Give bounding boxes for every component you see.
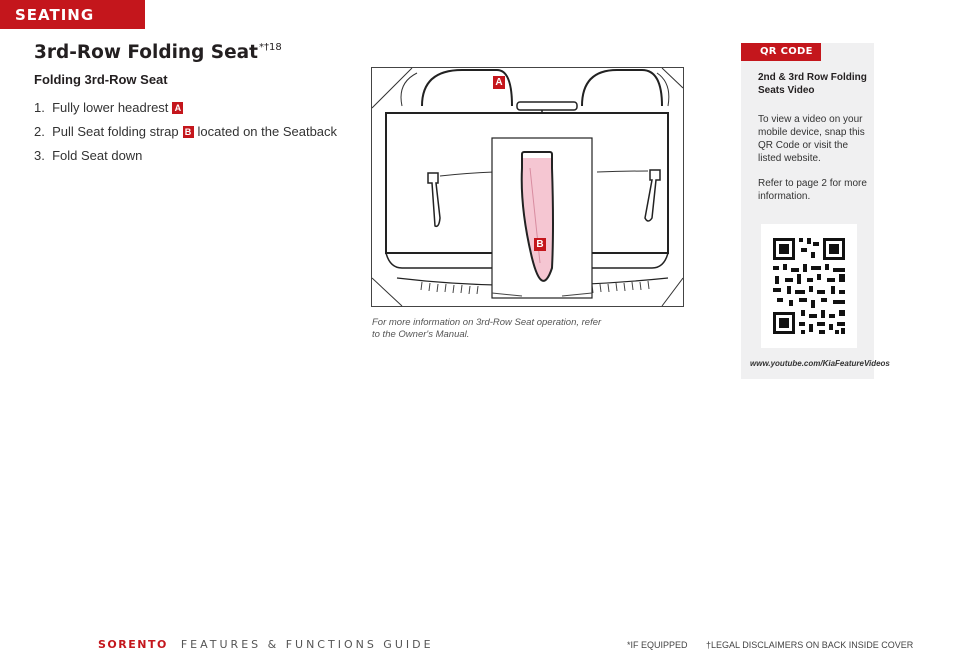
callout-badge: B bbox=[183, 126, 194, 138]
footer-if-equipped: *IF EQUIPPED bbox=[627, 640, 688, 650]
step-number: 1. bbox=[34, 100, 45, 115]
page-title-text: 3rd-Row Folding Seat bbox=[34, 42, 258, 63]
qr-code-tag: QR CODE bbox=[741, 43, 821, 61]
footer-brand bbox=[98, 638, 434, 651]
qr-code-image[interactable] bbox=[761, 224, 857, 348]
footer-guide-name: FEATURES & FUNCTIONS GUIDE bbox=[180, 638, 434, 651]
qr-page-reference: Refer to page 2 for more information. bbox=[758, 178, 867, 202]
step-text: Fold Seat down bbox=[52, 148, 143, 163]
page-title bbox=[34, 42, 282, 63]
section-subtitle: Folding 3rd-Row Seat bbox=[34, 72, 168, 87]
qr-url-link[interactable]: www.youtube.com/KiaFeatureVideos bbox=[750, 359, 890, 368]
callout-badge: A bbox=[172, 102, 183, 114]
section-tab: SEATING bbox=[0, 0, 145, 29]
qr-code-panel bbox=[741, 43, 890, 379]
step-number: 3. bbox=[34, 148, 45, 163]
seat-drawing bbox=[372, 68, 683, 306]
step-text: Fully lower headrest bbox=[52, 100, 169, 115]
qr-instructions: To view a video on your mobile device, snap this QR Code or visit the listed website. bbox=[758, 114, 865, 164]
step-list bbox=[34, 96, 337, 168]
step-item bbox=[34, 144, 337, 168]
footer-brand-name: SORENTO bbox=[98, 638, 168, 651]
footer-legal-note: †LEGAL DISCLAIMERS ON BACK INSIDE COVER bbox=[706, 640, 914, 650]
step-item bbox=[34, 96, 337, 120]
step-text: Pull Seat folding strap bbox=[52, 124, 179, 139]
step-text-after: located on the Seatback bbox=[197, 124, 338, 139]
step-item bbox=[34, 120, 337, 144]
callout-a-badge: A bbox=[493, 76, 505, 89]
title-superscript: *†18 bbox=[258, 42, 282, 53]
seat-illustration bbox=[371, 67, 684, 307]
qr-heading: 2nd & 3rd Row Folding Seats Video bbox=[758, 72, 867, 96]
qr-code-icon bbox=[761, 224, 857, 348]
step-number: 2. bbox=[34, 124, 45, 139]
illustration-caption: For more information on 3rd-Row Seat operation, refer to the Owner's Manual. bbox=[372, 317, 602, 340]
callout-b-badge: B bbox=[534, 238, 546, 251]
